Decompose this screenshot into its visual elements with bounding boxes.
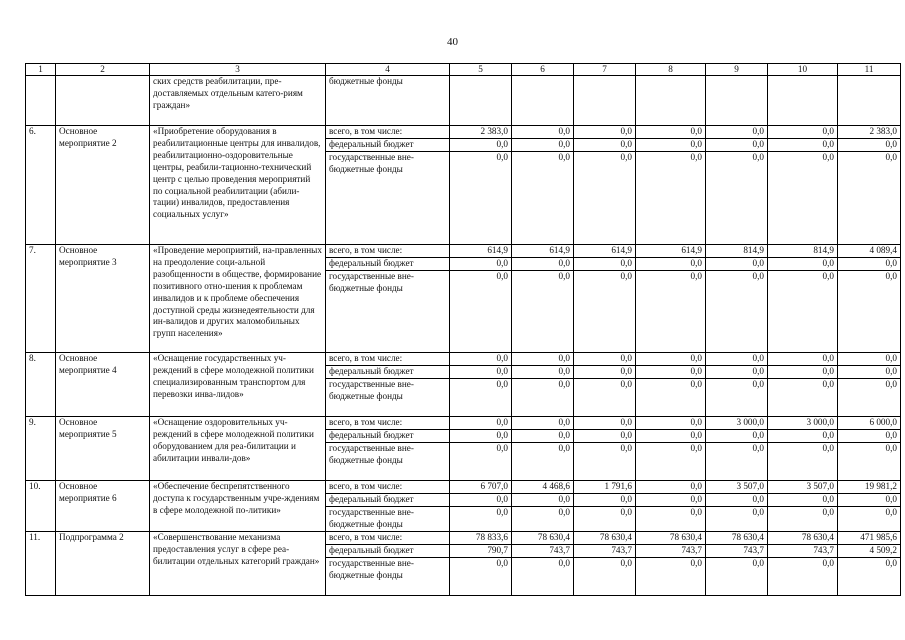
budget-value: 3 000,0 [736,417,764,427]
budget-value: 0,0 [512,429,573,442]
budget-value: 0,0 [574,493,635,506]
budget-value: 0,0 [574,506,635,519]
budget-value: 0,0 [822,353,834,363]
column-header: 2 [56,64,150,76]
budget-value: 0,0 [706,378,767,391]
row-number-cell: 6. [26,126,56,245]
budget-value: 743,7 [768,544,837,557]
budget-value: 0,0 [450,378,511,391]
row-number-cell: 11. [26,532,56,596]
value-cell [768,76,838,126]
budget-value: 0,0 [512,493,573,506]
row-name-cell [56,76,150,126]
budget-value: 0,0 [838,365,900,378]
value-cell [768,353,838,417]
value-cell [838,245,901,353]
budget-value: 0,0 [636,442,705,455]
budget-value: 0,0 [574,138,635,151]
budget-value: 0,0 [512,151,573,164]
value-cell [706,76,768,126]
value-cell [636,126,706,245]
budget-value: 0,0 [636,365,705,378]
row-name-cell: Основное мероприятие 5 [56,417,150,481]
value-cell [574,245,636,353]
budget-value: 0,0 [574,442,635,455]
budget-value: 0,0 [620,417,632,427]
budget-value: 2 383,0 [480,126,508,136]
budget-value: 0,0 [768,365,837,378]
value-cell [512,76,574,126]
value-cell [768,481,838,532]
value-cell [768,532,838,596]
table-row [26,245,901,353]
value-cell [450,76,512,126]
budget-value: 0,0 [636,557,705,570]
row-number-cell: 7. [26,245,56,353]
budget-value: 0,0 [636,138,705,151]
value-cell [706,417,768,481]
column-header: 1 [26,64,56,76]
value-cell [450,417,512,481]
source-cell: бюджетные фонды [326,76,450,126]
budget-value: 0,0 [512,138,573,151]
budget-value: 0,0 [636,151,705,164]
funding-source-label: федеральный бюджет [326,493,449,506]
column-header: 5 [450,64,512,76]
budget-value: 0,0 [574,378,635,391]
value-cell [450,532,512,596]
funding-source-label: государственные вне-бюджетные фонды [326,506,449,531]
budget-value: 0,0 [450,138,511,151]
budget-value: 0,0 [690,353,702,363]
budget-value: 0,0 [496,417,508,427]
table-row [26,532,901,596]
value-cell [706,245,768,353]
budget-value: 0,0 [636,493,705,506]
budget-value: 2 383,0 [869,126,897,136]
source-cell [326,126,450,245]
budget-value: 0,0 [450,257,511,270]
value-cell [450,126,512,245]
budget-value: 743,7 [706,544,767,557]
budget-value: 0,0 [690,126,702,136]
source-cell [326,481,450,532]
budget-value: 0,0 [558,417,570,427]
budget-value: 614,9 [611,245,632,255]
column-header: 11 [838,64,901,76]
budget-value: 814,9 [743,245,764,255]
budget-value: 0,0 [450,506,511,519]
budget-value: 814,9 [813,245,834,255]
budget-value: 614,9 [487,245,508,255]
budget-value: 0,0 [768,378,837,391]
row-name-cell: Подпрограмма 2 [56,532,150,596]
value-cell [768,245,838,353]
budget-value: 0,0 [838,429,900,442]
funding-source-label: федеральный бюджет [326,138,449,151]
budget-value: 0,0 [574,257,635,270]
budget-value: 790,7 [450,544,511,557]
funding-source-label: государственные вне-бюджетные фонды [326,378,449,403]
description-cell: «Оснащение оздоровительных уч-реждений в сфере молодежной политики оборудованием для реа-билитации и абилитации инвали-дов» [150,417,326,481]
row-number-cell: 8. [26,353,56,417]
budget-value: 0,0 [690,417,702,427]
column-header: 3 [150,64,326,76]
budget-value: 0,0 [636,270,705,283]
value-cell [512,245,574,353]
budget-value: 743,7 [512,544,573,557]
value-cell [838,353,901,417]
budget-value: 0,0 [838,442,900,455]
budget-value: 0,0 [512,270,573,283]
budget-value: 0,0 [768,429,837,442]
description-cell: «Приобретение оборудования в реабилитационные центры для инвалидов, реабилитационно-оздоровительные центры, реабили-тационно-технический центр с целью проведения мероприятий по социальной реабилитации (абили-тации) инвалидов, предоставления социальных услуг» [150,126,326,245]
budget-value: 0,0 [512,506,573,519]
budget-value: 0,0 [620,126,632,136]
funding-source-label: всего, в том числе: [329,481,403,491]
budget-value: 0,0 [706,270,767,283]
budget-value: 0,0 [512,378,573,391]
budget-value: 0,0 [822,126,834,136]
budget-value: 743,7 [636,544,705,557]
funding-source-label: всего, в том числе: [329,353,403,363]
value-cell [512,126,574,245]
budget-value: 0,0 [574,557,635,570]
budget-value: 0,0 [636,257,705,270]
budget-value: 3 507,0 [736,481,764,491]
budget-value: 0,0 [574,270,635,283]
budget-value: 0,0 [768,151,837,164]
funding-source-label: всего, в том числе: [329,532,403,542]
budget-value: 0,0 [512,257,573,270]
value-cell [838,417,901,481]
column-header: 8 [636,64,706,76]
budget-value: 0,0 [496,353,508,363]
budget-value: 0,0 [636,378,705,391]
budget-value: 4 468,6 [542,481,570,491]
budget-value: 0,0 [450,151,511,164]
budget-value: 0,0 [885,353,897,363]
description-cell: «Обеспечение беспрепятственного доступа к государственным учре-ждениям в сфере молодежной по-литики» [150,481,326,532]
budget-value: 3 507,0 [806,481,834,491]
funding-source-label: государственные вне-бюджетные фонды [326,442,449,467]
row-number-cell [26,76,56,126]
source-cell [326,532,450,596]
description-cell: «Совершенствование механизма предоставления услуг в сфере реа-билитации отдельных категорий граждан» [150,532,326,596]
budget-value: 0,0 [768,442,837,455]
row-name-cell: Основное мероприятие 3 [56,245,150,353]
value-cell [706,353,768,417]
source-cell [326,417,450,481]
table-row [26,417,901,481]
column-header: 10 [768,64,838,76]
value-cell [450,245,512,353]
row-name-cell: Основное мероприятие 4 [56,353,150,417]
value-cell [706,532,768,596]
budget-value: 0,0 [768,493,837,506]
budget-value: 78 630,4 [731,532,764,542]
budget-value: 0,0 [706,365,767,378]
budget-value: 0,0 [768,557,837,570]
value-cell [512,417,574,481]
budget-value: 0,0 [706,493,767,506]
value-cell [636,76,706,126]
budget-value: 0,0 [450,429,511,442]
funding-source-label: федеральный бюджет [326,257,449,270]
value-cell [706,126,768,245]
value-cell [574,532,636,596]
budget-value: 0,0 [574,429,635,442]
budget-value: 78 630,4 [599,532,632,542]
funding-source-label: всего, в том числе: [329,126,403,136]
description-cell: ских средств реабилитации, пре-доставляемых отдельным катего-риям граждан» [150,76,326,126]
value-cell [450,481,512,532]
budget-value: 0,0 [636,429,705,442]
budget-value: 0,0 [706,557,767,570]
row-name-cell: Основное мероприятие 6 [56,481,150,532]
value-cell [636,481,706,532]
table-row [26,481,901,532]
budget-value: 0,0 [450,493,511,506]
continuation-row [26,76,901,126]
budget-value: 0,0 [450,365,511,378]
budget-value: 0,0 [768,270,837,283]
funding-source-label: государственные вне-бюджетные фонды [326,557,449,582]
budget-value: 0,0 [512,365,573,378]
column-header: 9 [706,64,768,76]
value-cell [768,126,838,245]
value-cell [636,245,706,353]
funding-source-label: всего, в том числе: [329,417,403,427]
column-header: 6 [512,64,574,76]
budget-value: 0,0 [706,138,767,151]
budget-value: 6 000,0 [869,417,897,427]
budget-value: 0,0 [558,126,570,136]
budget-value: 471 985,6 [860,532,897,542]
budget-value: 0,0 [450,557,511,570]
value-cell [838,126,901,245]
funding-source-label: федеральный бюджет [326,429,449,442]
source-cell [326,245,450,353]
value-cell [512,353,574,417]
funding-source-label: государственные вне-бюджетные фонды [326,151,449,176]
budget-value: 0,0 [838,138,900,151]
budget-value: 78 630,4 [801,532,834,542]
budget-value: 0,0 [620,353,632,363]
source-cell [326,353,450,417]
budget-value: 0,0 [574,151,635,164]
column-header: 4 [326,64,450,76]
value-cell [636,353,706,417]
value-cell [636,417,706,481]
budget-value: 0,0 [768,257,837,270]
value-cell [512,481,574,532]
value-cell [512,532,574,596]
budget-value: 6 707,0 [480,481,508,491]
budget-value: 0,0 [838,151,900,164]
value-cell [574,417,636,481]
budget-value: 0,0 [838,270,900,283]
value-cell [768,417,838,481]
table-row [26,126,901,245]
value-cell [574,481,636,532]
budget-value: 0,0 [768,506,837,519]
funding-source-label: государственные вне-бюджетные фонды [326,270,449,295]
budget-value: 0,0 [450,442,511,455]
budget-value: 614,9 [549,245,570,255]
row-number-cell: 9. [26,417,56,481]
value-cell [838,532,901,596]
value-cell [450,353,512,417]
budget-value: 614,9 [681,245,702,255]
budget-value: 0,0 [706,442,767,455]
budget-value: 0,0 [838,257,900,270]
value-cell [574,76,636,126]
budget-value: 4 089,4 [869,245,897,255]
budget-value: 0,0 [512,442,573,455]
budget-value: 3 000,0 [806,417,834,427]
budget-value: 0,0 [706,506,767,519]
budget-value: 0,0 [838,378,900,391]
budget-value: 0,0 [752,126,764,136]
budget-value: 0,0 [690,481,702,491]
budget-table [25,63,901,596]
value-cell [706,481,768,532]
value-cell [838,76,901,126]
value-cell [838,481,901,532]
budget-value: 0,0 [838,557,900,570]
column-header: 7 [574,64,636,76]
table-body [26,64,901,596]
budget-value: 19 981,2 [864,481,897,491]
budget-value: 0,0 [574,365,635,378]
row-number-cell: 10. [26,481,56,532]
budget-value: 0,0 [706,429,767,442]
budget-value: 0,0 [512,557,573,570]
budget-value: 0,0 [838,506,900,519]
budget-value: 743,7 [574,544,635,557]
value-cell [636,532,706,596]
budget-value: 0,0 [450,270,511,283]
budget-value: 0,0 [558,353,570,363]
budget-value: 1 791,6 [604,481,632,491]
funding-source-label: федеральный бюджет [326,544,449,557]
budget-value: 78 833,6 [475,532,508,542]
budget-value: 0,0 [706,151,767,164]
budget-value: 4 509,2 [838,544,900,557]
value-cell [574,353,636,417]
budget-value: 0,0 [768,138,837,151]
budget-value: 0,0 [706,257,767,270]
budget-value: 0,0 [636,506,705,519]
budget-value: 78 630,4 [669,532,702,542]
budget-value: 0,0 [838,493,900,506]
row-name-cell: Основное мероприятие 2 [56,126,150,245]
description-cell: «Проведение мероприятий, на-правленных на преодоление соци-альной разобщенности в обществе, формирование позитивного отно-шения к проблемам инвалидов и к проблеме обеспечения доступной среды жизнедеятельности для ин-валидов и других маломобильных групп населения» [150,245,326,353]
budget-value: 0,0 [752,353,764,363]
funding-source-label: всего, в том числе: [329,245,403,255]
page-number: 40 [447,36,458,48]
budget-value: 78 630,4 [537,532,570,542]
column-number-row [26,64,901,76]
value-cell [574,126,636,245]
description-cell: «Оснащение государственных уч-реждений в сфере молодежной политики специализированным транспортом для перевозки инва-лидов» [150,353,326,417]
funding-source-label: федеральный бюджет [326,365,449,378]
table-row [26,353,901,417]
